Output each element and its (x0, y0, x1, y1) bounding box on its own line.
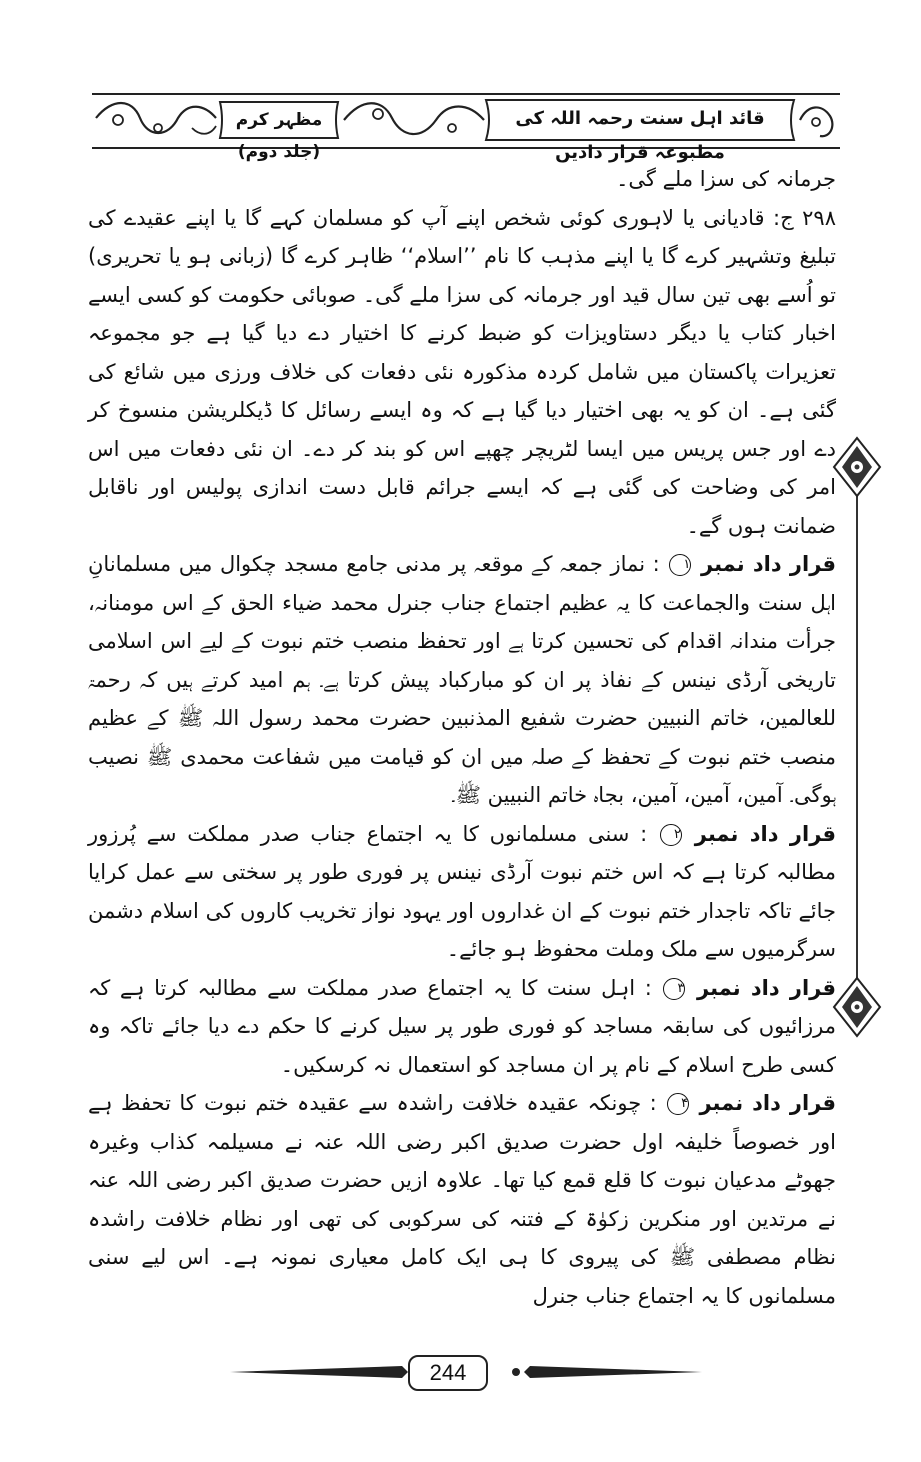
bottom-margin-ornament-icon (830, 976, 884, 1038)
resolution-4 (88, 1084, 836, 1315)
resolution-4-text: : چونکہ عقیدہ خلافت راشدہ سے عقیدہ ختم نبوت کا تحفظ ہے اور خصوصاً خلیفہ اول حضرت صدیق اکبر رضی اللہ عنہ نے مسیلمہ کذاب وغیرہ جھوٹے مدعیان نبوت کا قلع قمع کیا تھا۔ علاوہ ازیں حضرت صدیق اکبر رضی اللہ عنہ نے مرتدین اور منکرین زکوٰۃ کے فتنہ کی سرکوبی کی تھی اور نظام خلافت راشدہ نظام مصطفی ﷺ کی پیروی کا ہی ایک کامل معیاری نمونہ ہے۔ اس لیے سنی مسلمانوں کا یہ اجتماع جناب جنرل (88, 1091, 836, 1308)
chapter-title: قائد اہل سنت رحمہ اللہ کی مطبوعہ قرار دادیں (515, 108, 765, 163)
resolution-3-text: : اہل سنت کا یہ اجتماع صدر مملکت سے مطالبہ کرتا ہے کہ مرزائیوں کی سابقہ مساجد کو فوری طور پر سیل کرنے کا حکم دے دیا جائے تاکہ وہ کسی طرح اسلام کے نام پر ان مساجد کو استعمال نہ کرسکیں۔ (88, 975, 836, 1077)
body-text (88, 160, 836, 1340)
top-margin-ornament-icon (830, 436, 884, 498)
resolution-1-text: : نماز جمعہ کے موقعہ پر مدنی جامع مسجد چکوال میں مسلمانانِ اہل سنت والجماعت کا یہ عظیم اجتماع جناب جنرل محمد ضیاء الحق کے اس مومنانہ، جرأت مندانہ اقدام کی تحسین کرتا ہے اور تحفظ منصب ختم نبوت کے لیے اس اسلامی تاریخی آرڈی نینس کے نفاذ پر ان کو مبارکباد پیش کرتا ہے۔ ہم امید کرتے ہیں کہ رحمۃ للعالمین، خاتم النبیین حضرت شفیع المذنبین حضرت محمد رسول اللہ ﷺ کے عظیم منصب ختم نبوت کے تحفظ کے صلہ میں ان کو قیامت میں شفاعت محمدی ﷺ نصیب ہوگی۔ آمین، آمین، آمین، بجاہ خاتم النبیین ﷺ۔ (88, 552, 836, 807)
resolution-1-number: ۱ (669, 554, 691, 576)
resolution-4-number: ۴ (667, 1093, 689, 1115)
resolution-1-label: قرار داد نمبر (701, 552, 837, 576)
resolution-3-number: ۳ (663, 978, 685, 1000)
margin-rule (856, 470, 858, 990)
paragraph-298c: ۲۹۸ ج: قادیانی یا لاہوری کوئی شخص اپنے آپ کو مسلمان کہے گا یا اپنے عقیدے کی تبلیغ وتشہیر کرے گا یا اپنے مذہب کا نام ’’اسلام‘‘ ظاہر کرے گا (زبانی ہو یا تحریری) تو اُسے بھی تین سال قید اور جرمانہ کی سزا ملے گی۔ صوبائی حکومت کو کسی ایسے اخبار کتاب یا دیگر دستاویزات کو ضبط کرنے کا اختیار دے دیا گیا ہے جو مجموعہ تعزیرات پاکستان میں شامل کردہ مذکورہ نئی دفعات کی خلاف ورزی میں شائع کی گئی ہے۔ ان کو یہ بھی اختیار دیا گیا ہے کہ وہ ایسے رسائل کا ڈیکلریشن منسوخ کر دے اور جس پریس میں ایسا لٹریچر چھپے اس کو بند کر دے۔ ان نئی دفعات میں اس امر کی وضاحت کی گئی ہے کہ ایسے جرائم قابل دست اندازی پولیس اور ناقابل ضمانت ہوں گے۔ (88, 205, 836, 538)
opening-line: جرمانہ کی سزا ملے گی۔ (616, 167, 836, 191)
resolution-2-text: : سنی مسلمانوں کا یہ اجتماع جناب صدر مملکت سے پُرزور مطالبہ کرتا ہے کہ اس ختم نبوت آرڈی نینس پر فوری طور پر سختی سے عمل کرایا جائے تاکہ تاجدار ختم نبوت کے ان غداروں اور یہود نواز تخریب کاروں کی اسلام دشمن سرگرمیوں سے ملک وملت محفوظ ہو جائے۔ (88, 821, 836, 961)
resolution-2-label: قرار داد نمبر (694, 821, 837, 846)
resolution-2-number: ۲ (660, 824, 682, 846)
resolution-2 (88, 815, 836, 969)
resolution-3-label: قرار داد نمبر (697, 975, 836, 1000)
resolution-1 (88, 545, 836, 815)
resolution-4-label: قرار داد نمبر (699, 1091, 836, 1115)
running-header (92, 88, 840, 163)
resolution-3 (88, 969, 836, 1085)
page-number: 244 (408, 1355, 488, 1391)
book-title: مظہر کرم (جلد دوم) (235, 110, 323, 162)
